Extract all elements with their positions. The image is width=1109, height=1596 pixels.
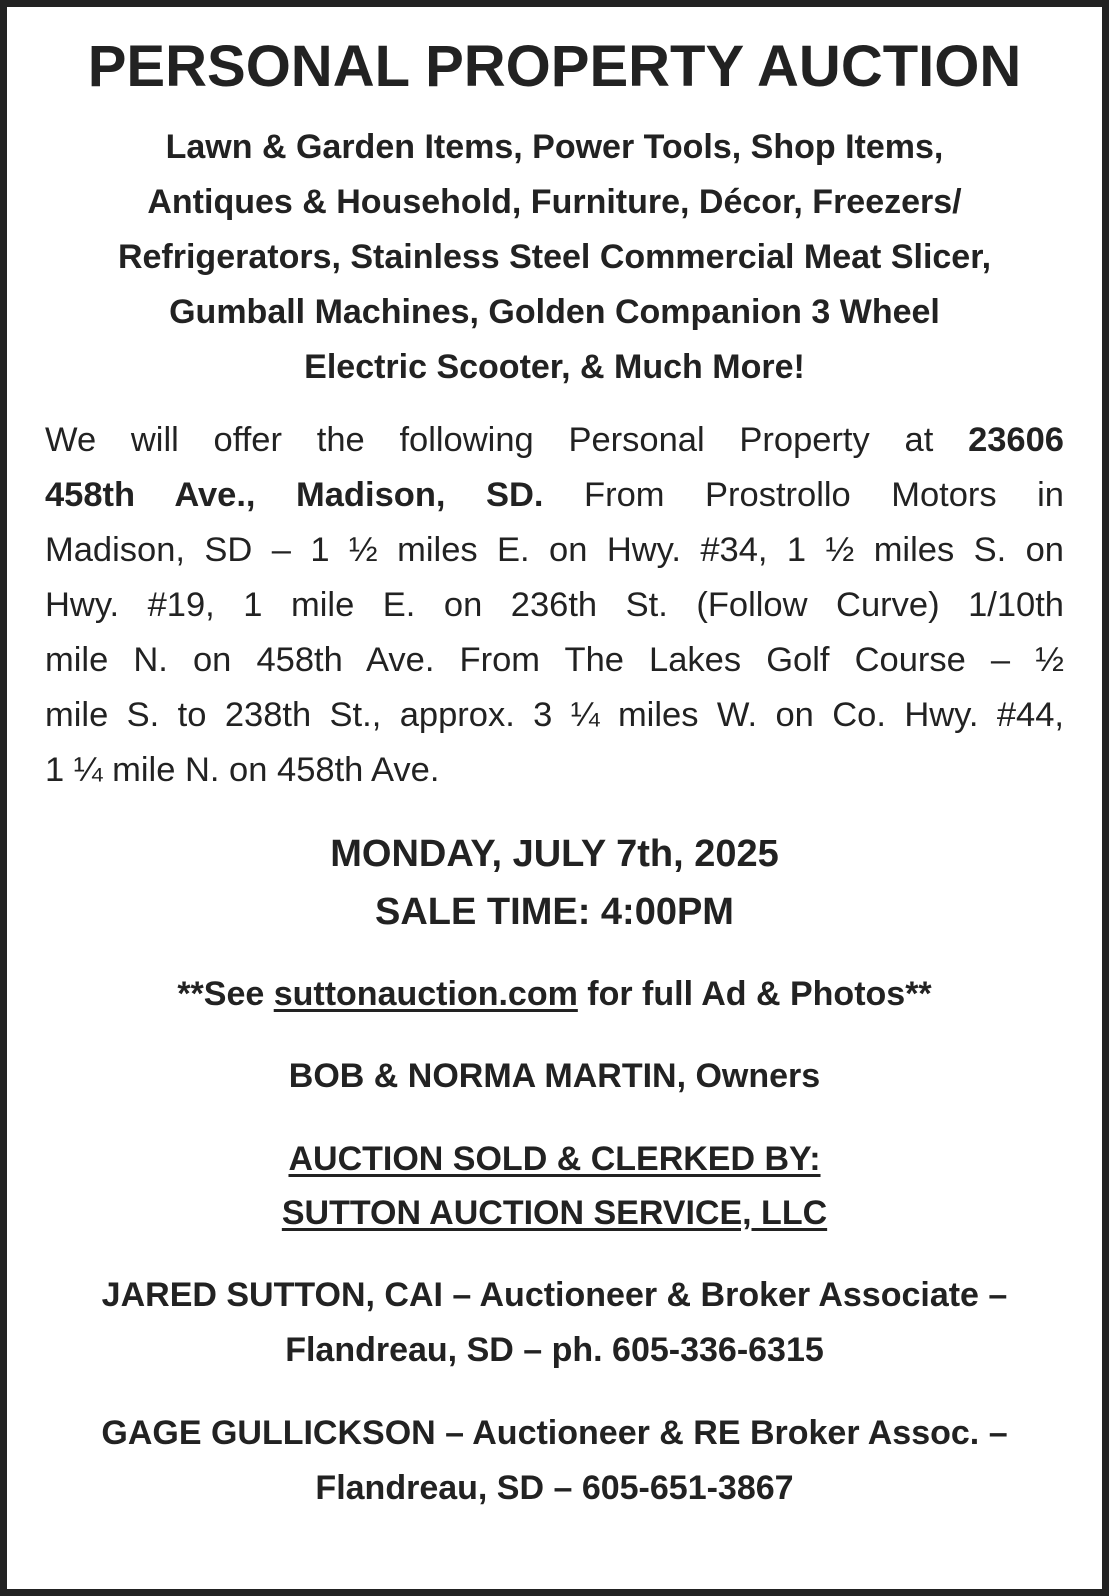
directions-paragraph (45, 413, 1064, 798)
directions-text: We will offer the following Personal Property at (45, 421, 969, 459)
sale-date-block (45, 825, 1064, 941)
auctioneer-contact-line: Flandreau, SD – ph. 605-336-6315 (285, 1331, 824, 1369)
auctioneer-name-line: JARED SUTTON, CAI – Auctioneer & Broker Associate – (101, 1276, 1008, 1314)
sale-time: SALE TIME: 4:00PM (375, 891, 734, 933)
auctioneer-contact-line: Flandreau, SD – 605-651-3867 (315, 1469, 794, 1507)
auctioneer-name-line: GAGE GULLICKSON – Auctioneer & RE Broker Assoc. – (101, 1414, 1008, 1452)
directions-line: mile S. to 238th St., approx. 3 ¼ miles W. on Co. Hwy. #44, (45, 696, 1064, 734)
website-suffix: for full Ad & Photos** (577, 975, 932, 1013)
items-line: Refrigerators, Stainless Steel Commercial Meat Slicer, (117, 238, 992, 276)
website-prefix: **See (177, 975, 274, 1013)
website-link[interactable]: suttonauction.com (273, 975, 578, 1013)
clerk-company-text: SUTTON AUCTION SERVICE, LLC (281, 1194, 828, 1232)
items-line: Gumball Machines, Golden Companion 3 Wheel (169, 293, 940, 331)
items-line: Lawn & Garden Items, Power Tools, Shop Items, (165, 128, 944, 166)
directions-line (45, 468, 1064, 523)
ad-title: PERSONAL PROPERTY AUCTION (87, 34, 1022, 99)
items-list (45, 120, 1064, 395)
directions-line: Hwy. #19, 1 mile E. on 236th St. (Follow Curve) 1/10th (45, 586, 1064, 624)
directions-text: From Prostrollo Motors in (543, 476, 1064, 514)
clerk-heading-text: AUCTION SOLD & CLERKED BY: (288, 1140, 821, 1178)
sale-date: MONDAY, JULY 7th, 2025 (330, 833, 779, 875)
clerk-block (45, 1132, 1064, 1240)
items-line: Electric Scooter, & Much More! (304, 348, 805, 386)
directions-line (45, 413, 1064, 468)
address-street: 458th Ave., Madison, SD. (45, 476, 544, 514)
website-note (45, 968, 1064, 1020)
auctioneer-block (45, 1268, 1064, 1378)
clerk-company (45, 1186, 1064, 1240)
clerk-heading (45, 1132, 1064, 1186)
address-number: 23606 (968, 421, 1064, 459)
auctioneer-block (45, 1406, 1064, 1516)
directions-line: Madison, SD – 1 ½ miles E. on Hwy. #34, 1 ½ miles S. on (45, 531, 1064, 569)
owners-line: BOB & NORMA MARTIN, Owners (288, 1057, 821, 1095)
directions-line: 1 ¼ mile N. on 458th Ave. (45, 751, 440, 789)
items-line: Antiques & Household, Furniture, Décor, Freezers/ (147, 183, 962, 221)
directions-line: mile N. on 458th Ave. From The Lakes Golf Course – ½ (45, 641, 1064, 679)
